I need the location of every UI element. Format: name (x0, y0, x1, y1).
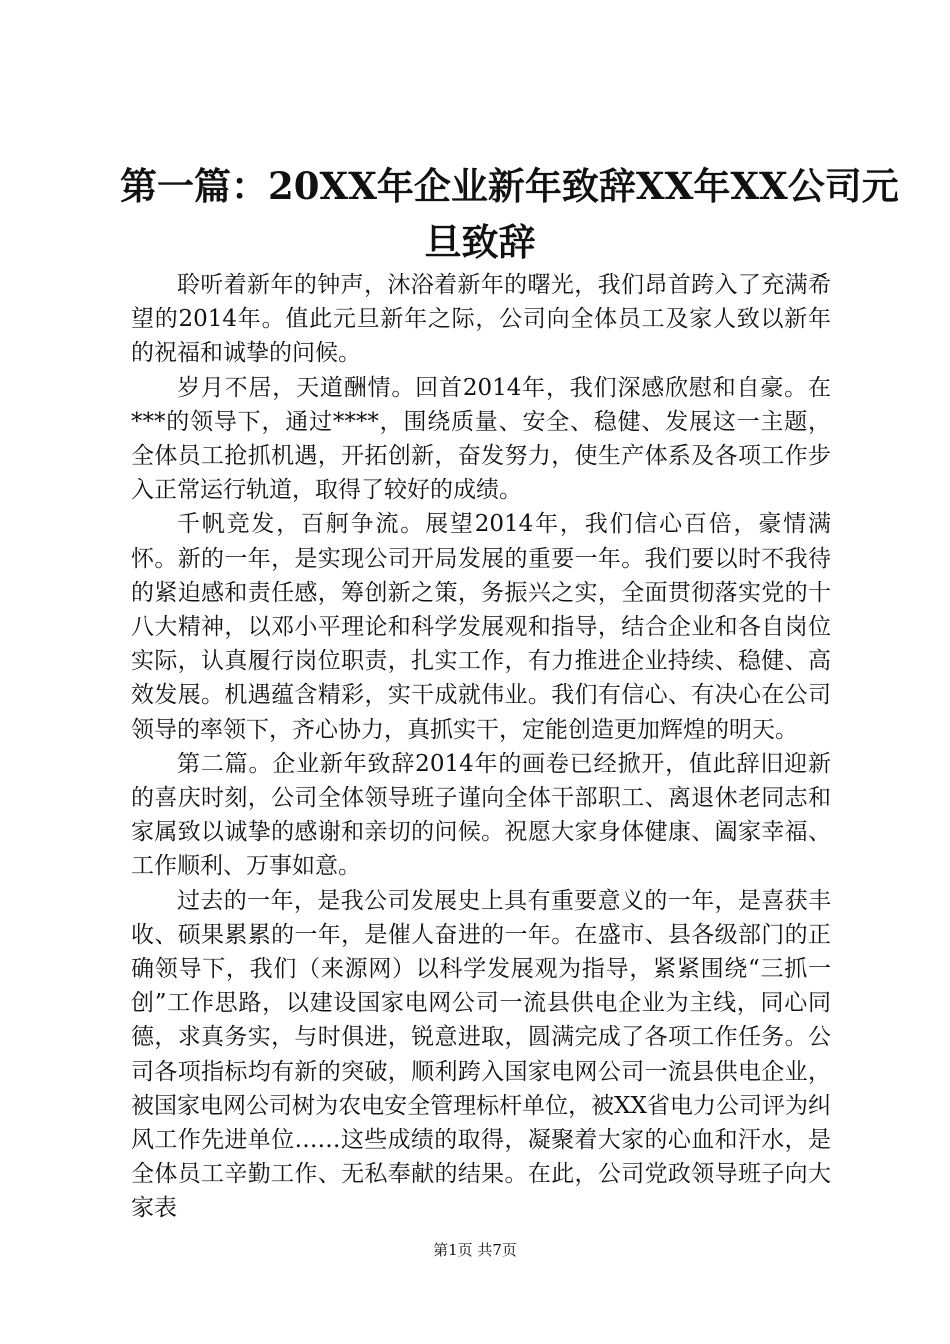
title-line-1: 第一篇：20XX年企业新年致辞XX年XX公司元 (120, 164, 899, 208)
paragraph-5: 过去的一年，是我公司发展史上具有重要意义的一年，是喜获丰收、硕果累累的一年，是催人奋进的一年。在盛市、县各级部门的正确领导下，我们（来源网）以科学发展观为指导，紧紧围绕“三抓一创”工作思路，以建设国家电网公司一流县供电企业为主线，同心同德，求真务实，与时俱进，锐意进取，圆满完成了各项工作任务。公司各项指标均有新的突破，顺利跨入国家电网公司一流县供电企业，被国家电网公司树为农电安全管理标杆单位，被XX省电力公司评为纠风工作先进单位……这些成绩的取得，凝聚着大家的心血和汗水，是全体员工辛勤工作、无私奉献的结果。在此，公司党政领导班子向大家表 (131, 887, 831, 1222)
paragraph-3: 千帆竞发，百舸争流。展望2014年，我们信心百倍，豪情满怀。新的一年，是实现公司开局发展的重要一年。我们要以时不我待的紧迫感和责任感，筹创新之策，务振兴之实，全面贯彻落实党的十八大精神，以邓小平理论和科学发展观和指导，结合企业和各自岗位实际，认真履行岗位职责，扎实工作，有力推进企业持续、稳健、高效发展。机遇蕴含精彩，实干成就伟业。我们有信心、有决心在公司领导的率领下，齐心协力，真抓实干，定能创造更加辉煌的明天。 (131, 511, 831, 743)
title-line-2: 旦致辞 (424, 220, 536, 264)
paragraph-2: 岁月不居，天道酬情。回首2014年，我们深感欣慰和自豪。在***的领导下，通过****，围绕质量、安全、稳健、发展这一主题，全体员工抢抓机遇，开拓创新，奋发努力，使生产体系及各项工作步入正常运行轨道，取得了较好的成绩。 (131, 374, 831, 504)
document-body (131, 268, 831, 1226)
paragraph-1: 聆听着新年的钟声，沐浴着新年的曙光，我们昂首跨入了充满希望的2014年。值此元旦新年之际，公司向全体员工及家人致以新年的祝福和诚挚的问候。 (131, 272, 831, 367)
paragraph-4: 第二篇。企业新年致辞2014年的画卷已经掀开，值此辞旧迎新的喜庆时刻，公司全体领导班子谨向全体干部职工、离退休老同志和家属致以诚挚的感谢和亲切的问候。祝愿大家身体健康、阖家幸福、工作顺利、万事如意。 (131, 750, 831, 880)
page-footer: 第1页 共7页 (433, 1241, 517, 1259)
document-title (120, 158, 899, 270)
